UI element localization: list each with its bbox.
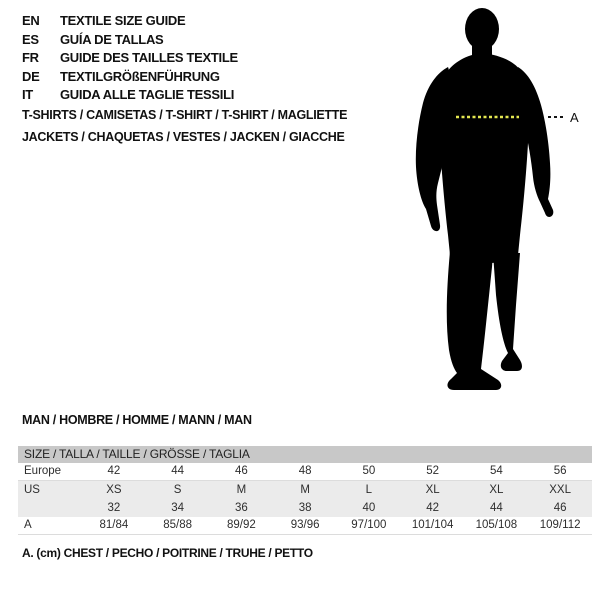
language-code: FR bbox=[22, 50, 39, 65]
size-cell: XS bbox=[106, 484, 122, 496]
category-line-tshirts: T-SHIRTS / CAMISETAS / T-SHIRT / T-SHIRT / MAGLIETTE bbox=[22, 108, 348, 122]
size-cell: 46 bbox=[234, 465, 248, 477]
size-cell: XL bbox=[425, 484, 440, 496]
size-cell: 48 bbox=[298, 465, 312, 477]
man-silhouette bbox=[416, 8, 554, 390]
size-cell: 42 bbox=[107, 465, 121, 477]
row-label: US bbox=[24, 484, 40, 496]
size-cell: 38 bbox=[298, 502, 312, 514]
language-row bbox=[22, 86, 238, 105]
size-cell: 56 bbox=[553, 465, 567, 477]
size-cell: M bbox=[236, 484, 247, 496]
size-cell: S bbox=[173, 484, 182, 496]
language-row bbox=[22, 12, 238, 31]
size-cell: 50 bbox=[362, 465, 376, 477]
size-cell: 32 bbox=[107, 502, 121, 514]
size-cell: 36 bbox=[234, 502, 248, 514]
size-cell: XXL bbox=[549, 484, 571, 496]
language-row bbox=[22, 49, 238, 68]
category-list bbox=[22, 104, 347, 148]
size-table-row-europe bbox=[18, 463, 592, 481]
size-cell: 97/100 bbox=[351, 519, 387, 531]
size-cell: 109/112 bbox=[539, 519, 581, 531]
measure-label-a: A bbox=[570, 110, 579, 125]
language-label: GUÍA DE TALLAS bbox=[60, 31, 164, 47]
size-table bbox=[18, 446, 592, 535]
row-label: Europe bbox=[24, 465, 62, 477]
size-cell: 89/92 bbox=[226, 519, 256, 531]
category-line-jackets: JACKETS / CHAQUETAS / VESTES / JACKEN / GIACCHE bbox=[22, 130, 345, 144]
size-cell: 93/96 bbox=[290, 519, 320, 531]
footnote-chest: A. (cm) CHEST / PECHO / POITRINE / TRUHE / PETTO bbox=[22, 546, 313, 560]
size-cell: 52 bbox=[426, 465, 440, 477]
size-cell: 40 bbox=[362, 502, 376, 514]
row-label bbox=[18, 499, 82, 517]
language-row bbox=[22, 31, 238, 50]
man-silhouette-figure bbox=[410, 5, 585, 397]
size-cell: 54 bbox=[489, 465, 503, 477]
size-cell: 34 bbox=[171, 502, 185, 514]
size-table-row-alt-sizes bbox=[18, 499, 592, 517]
size-cell: 85/88 bbox=[163, 519, 193, 531]
size-cell: 44 bbox=[171, 465, 185, 477]
size-cell: 81/84 bbox=[99, 519, 129, 531]
language-code: ES bbox=[22, 31, 39, 47]
language-label: TEXTILE SIZE GUIDE bbox=[60, 13, 186, 28]
language-code: EN bbox=[22, 13, 40, 28]
language-row bbox=[22, 68, 238, 87]
size-table-row-chest bbox=[18, 517, 592, 535]
language-label: TEXTILGRÖßENFÜHRUNG bbox=[60, 68, 220, 84]
size-cell: L bbox=[365, 484, 373, 496]
size-cell: 44 bbox=[489, 502, 503, 514]
size-cell: 46 bbox=[553, 502, 567, 514]
section-title-man: MAN / HOMBRE / HOMME / MANN / MAN bbox=[22, 413, 252, 427]
size-cell: 42 bbox=[426, 502, 440, 514]
size-cell: 105/108 bbox=[475, 519, 518, 531]
size-cell: M bbox=[300, 484, 310, 496]
size-cell: XL bbox=[489, 484, 504, 496]
language-code: IT bbox=[22, 87, 33, 102]
size-cell: 101/104 bbox=[411, 519, 454, 531]
size-table-header: SIZE / TALLA / TAILLE / GRÖSSE / TAGLIA bbox=[18, 446, 592, 463]
language-label: GUIDE DES TAILLES TEXTILE bbox=[60, 50, 238, 65]
size-table-row-us bbox=[18, 481, 592, 499]
language-label: GUIDA ALLE TAGLIE TESSILI bbox=[60, 87, 235, 102]
row-label: A bbox=[24, 519, 32, 531]
language-list bbox=[22, 12, 238, 105]
language-code: DE bbox=[22, 68, 40, 84]
